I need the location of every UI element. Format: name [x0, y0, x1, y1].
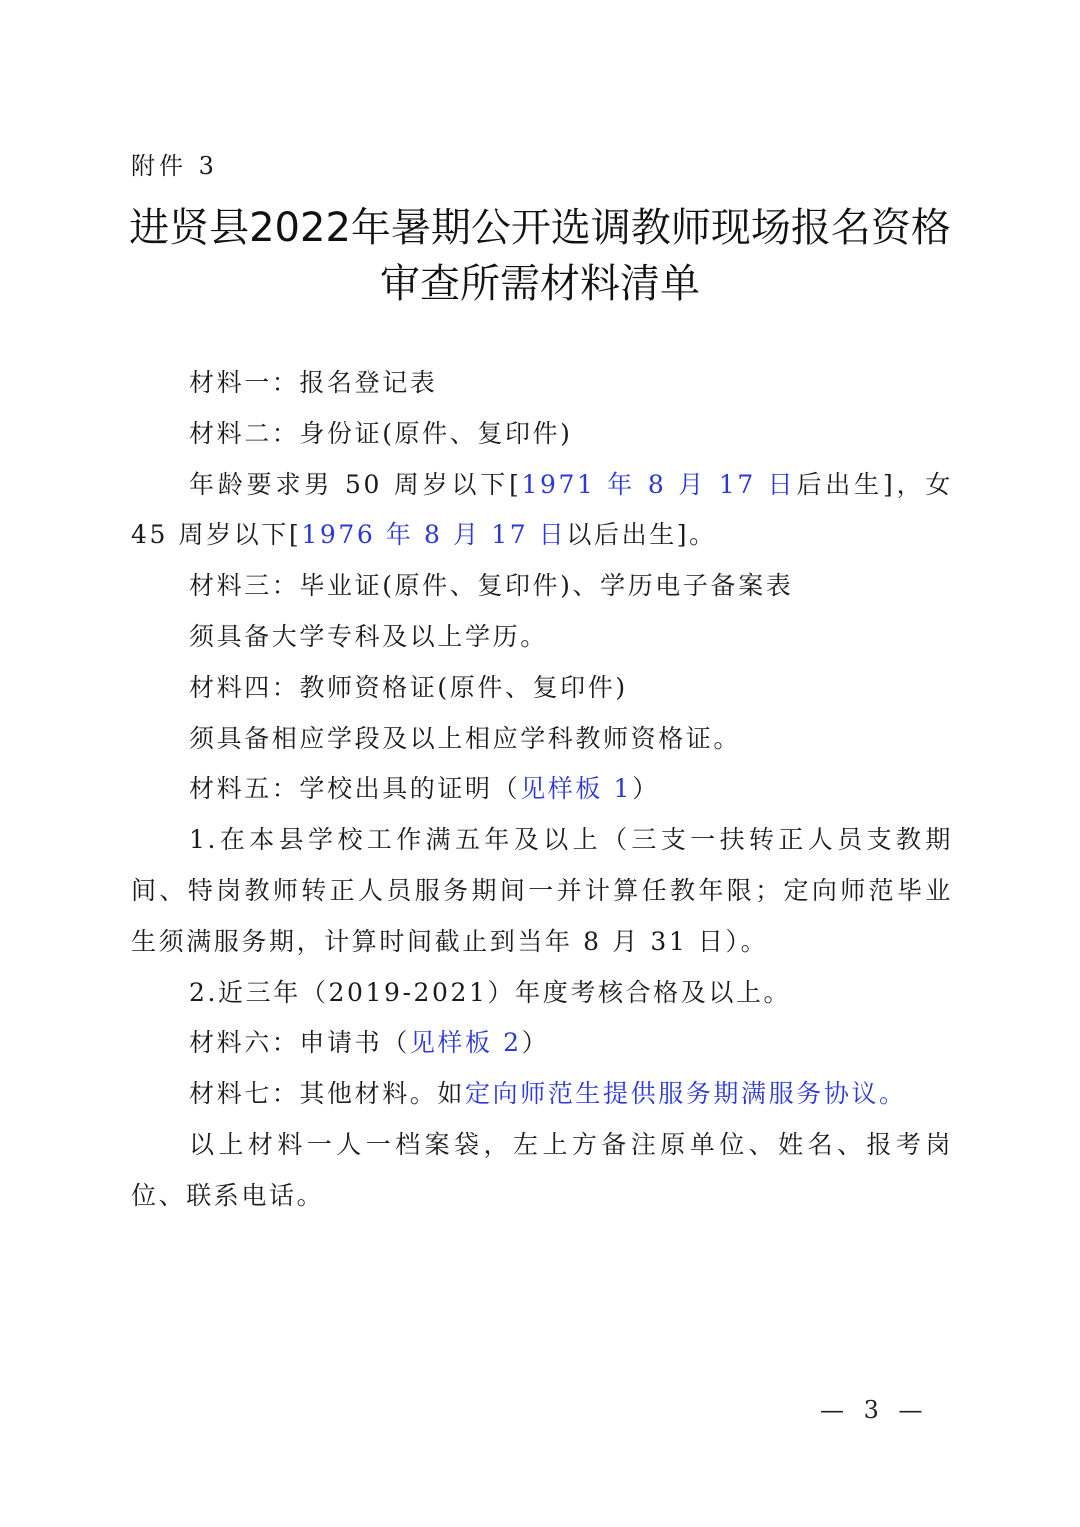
- material-2: 材料二：身份证(原件、复印件): [189, 418, 573, 448]
- material-7-text: 材料七：其他材料。如: [189, 1079, 466, 1109]
- age-text-e: 以后出生]。: [566, 520, 717, 550]
- female-birthdate-link[interactable]: 1976 年 8 月 17 日: [301, 520, 567, 550]
- closing-note: 以上材料一人一档案袋，左上方备注原单位、姓名、报考岗位、联系电话。: [131, 1129, 953, 1210]
- material-1: 材料一：报名登记表: [189, 368, 438, 397]
- material-3: 材料三：毕业证(原件、复印件)、学历电子备案表: [189, 571, 794, 601]
- material-6-text: 材料六：申请书（: [189, 1028, 410, 1058]
- material-4: 材料四：教师资格证(原件、复印件): [189, 672, 628, 702]
- material-5-item-1: 1.在本县学校工作满五年及以上（三支一扶转正人员支教期间、特岗教师转正人员服务期间一并计算任教年限；定向师范毕业生须满服务期，计算时间截止到当年 8 月 31 日）。: [131, 825, 953, 956]
- material-5-close: ）: [632, 774, 660, 804]
- material-3-requirement: 须具备大学专科及以上学历。: [189, 621, 548, 651]
- document-title: [120, 200, 960, 312]
- template-1-link[interactable]: 见样板 1: [520, 774, 633, 804]
- material-5-item-2: 2.近三年（2019-2021）年度考核合格及以上。: [189, 977, 792, 1007]
- material-4-requirement: 须具备相应学段及以上相应学科教师资格证。: [189, 723, 742, 753]
- title-line-2: 审查所需材料清单: [380, 261, 700, 307]
- material-5: [131, 764, 953, 815]
- title-line-1: 进贤县2022年暑期公开选调教师现场报名资格: [129, 205, 951, 251]
- material-6-close: ）: [521, 1028, 550, 1058]
- material-7: [131, 1069, 953, 1120]
- material-5-text: 材料五：学校出具的证明（: [189, 774, 521, 804]
- age-text-c: 后出生]，女 45 周岁以下[: [131, 469, 954, 550]
- attachment-label: 附件 3: [131, 152, 218, 180]
- template-2-link[interactable]: 见样板 2: [409, 1028, 522, 1058]
- service-agreement-link[interactable]: 定向师范生提供服务期满服务协议。: [465, 1079, 907, 1109]
- age-requirement: [131, 460, 953, 562]
- male-birthdate-link[interactable]: 1971 年 8 月 17 日: [521, 469, 797, 499]
- age-text-a: 年龄要求男 50 周岁以下[: [189, 469, 522, 499]
- material-6: [131, 1018, 953, 1069]
- document-body: [131, 358, 953, 1222]
- page-number: — 3 —: [820, 1396, 929, 1424]
